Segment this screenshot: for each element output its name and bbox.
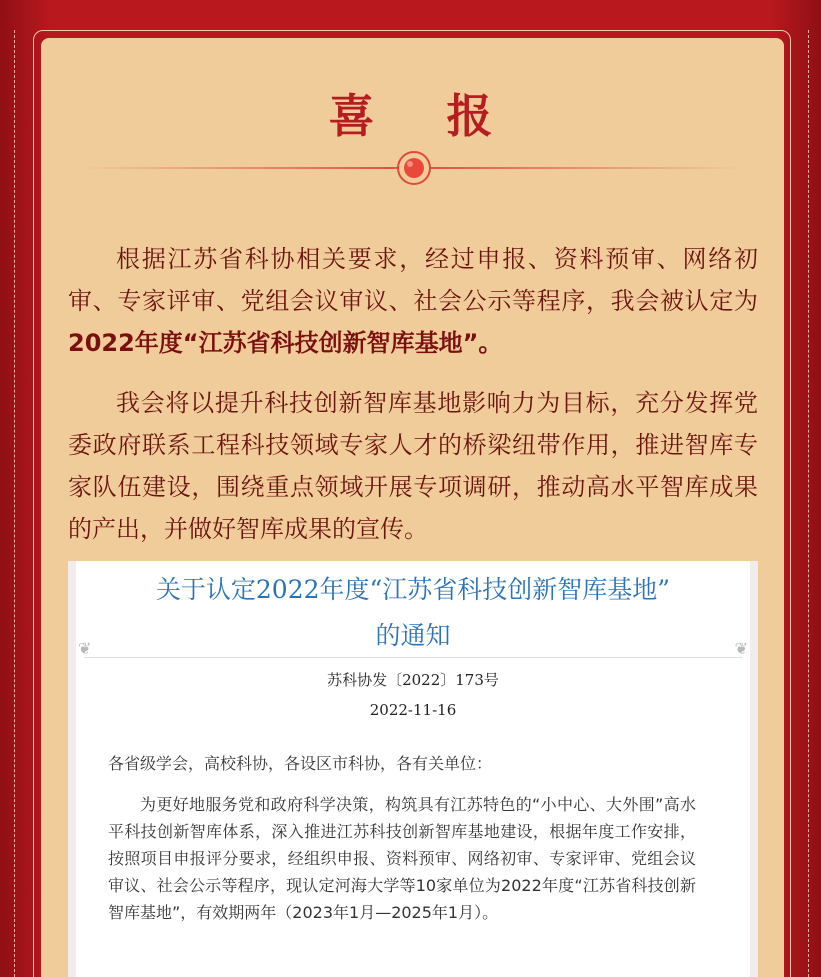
right-dashed-border (808, 30, 809, 977)
paragraph-goals: 我会将以提升科技创新智库基地影响力为目标，充分发挥党委政府联系工程科技领域专家人才的桥梁纽带作用，推进智库专家队伍建设，围绕重点领域开展专项调研，推动高水平智库成果的产出，并做好智库成果的宣传。 (68, 389, 758, 543)
headline-title: 喜 报 (328, 89, 521, 143)
left-dashed-border (14, 30, 15, 977)
notice-title-line2: 的通知 (375, 621, 451, 650)
document-body: 为更好地服务党和政府科学决策，构筑具有江苏特色的“小中心、大外围”高水平科技创新智库体系，深入推进江苏科技创新智库基地建设，根据年度工作安排，按照项目申报评分要求，经组织申报、资料预审、网络初审、专家评审、党组会议审议、社会公示等程序，现认定河海大学等10家单位为2022年度“江苏省科技创新智库基地”，有效期两年（2023年1月—2025年1月）。 (108, 795, 696, 922)
notice-title-line1: 关于认定2022年度“江苏省科技创新智库基地” (155, 575, 671, 604)
paragraph1-highlight: 2022年度“江苏省科技创新智库基地”。 (68, 329, 503, 357)
document-addressee: 各省级学会，高校科协，各设区市科协，各有关单位： (108, 754, 493, 773)
paragraph1-text: 根据江苏省科协相关要求，经过申报、资料预审、网络初审、专家评审、党组会议审议、社会公示等程序，我会被认定为 (68, 245, 758, 315)
scroll-ornament-right-icon: ❦ (734, 639, 748, 658)
notice-document-image (68, 561, 758, 977)
title-divider (84, 657, 742, 658)
document-number: 苏科协发〔2022〕173号 (327, 671, 499, 689)
target-circle-icon (76, 148, 746, 188)
scroll-ornament-left-icon: ❦ (78, 639, 92, 658)
notice-title (96, 567, 730, 659)
paragraph-certification (68, 238, 758, 364)
document-date: 2022-11-16 (369, 701, 457, 719)
